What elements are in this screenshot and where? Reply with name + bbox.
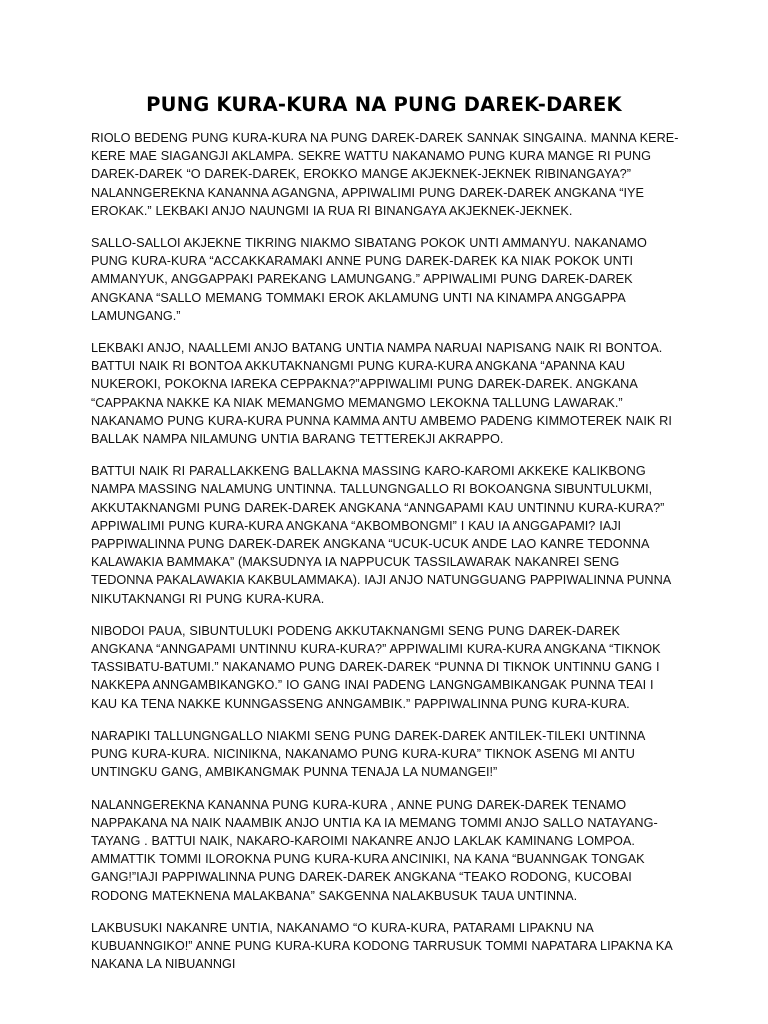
- paragraph: LEKBAKI ANJO, NAALLEMI ANJO BATANG UNTIA NAMPA NARUAI NAPISANG NAIK RI BONTOA. BATTUI NAIK RI BONTOA AKKUTAKNANGMI PUNG KURA-KURA ANGKANA “APANNA KAU NUKEROKI, POKOKNA IAREKA CEPPAKNA?”APPIWALIMI PUNG DAREK-DAREK. ANGKANA “CAPPAKNA NAKKE KA NIAK MEMANGMO MEMANGMO LEKOKNA TALLUNG LAWARAK.” NAKANAMO PUNG KURA-KURA PUNNA KAMMA ANTU AMBEMO PADENG KIMMOTEREK NAIK RI BALLAK NAMPA NILAMUNG UNTIA BARANG TETTEREKJI AKRAPPO.: [91, 341, 672, 447]
- paragraph: LAKBUSUKI NAKANRE UNTIA, NAKANAMO “O KURA-KURA, PATARAMI LIPAKNU NA KUBUANNGIKO!” ANNE PUNG KURA-KURA KODONG TARRUSUK TOMMI NAPATARA LIPAKNA KA NAKANA LA NIBUANNGI: [91, 920, 673, 972]
- paragraph: NARAPIKI TALLUNGNGALLO NIAKMI SENG PUNG DAREK-DAREK ANTILEK-TILEKI UNTINNA PUNG KURA-KURA. NICINIKNA, NAKANAMO PUNG KURA-KURA” TIKNOK ASENG MI ANTU UNTINGKU GANG, AMBIKANGMAK PUNNA TENAJA LA NUMANGEI!”: [91, 728, 645, 780]
- page-title: PUNG KURA-KURA NA PUNG DAREK-DAREK: [146, 93, 622, 116]
- paragraph: NIBODOI PAUA, SIBUNTULUKI PODENG AKKUTAKNANGMI SENG PUNG DAREK-DAREK ANGKANA “ANNGAPAMI UNTINNU KURA-KURA?” APPIWALIMI KURA-KURA ANGKANA “TIKNOK TASSIBATU-BATUMI.” NAKANAMO PUNG DAREK-DAREK “PUNNA DI TIKNOK UNTINNU GANG I NAKKEPA ANNGAMBIKANGKO.” IO GANG INAI PADENG LANGNGAMBIKANGAK PUNNA TEAI I KAU KA TENA NAKKE KUNNGASSENG ANNGAMBIK.” PAPPIWALINNA PUNG KURA-KURA.: [91, 623, 661, 711]
- paragraph: BATTUI NAIK RI PARALLAKKENG BALLAKNA MASSING KARO-KAROMI AKKEKE KALIKBONG NAMPA MASSING NALAMUNG UNTINNA. TALLUNGNGALLO RI BOKOANGNA SIBUNTULUKMI, AKKUTAKNANGMI PUNG DAREK-DAREK ANGKANA “ANNGAPAMI KAU UNTINNU KURA-KURA?” APPIWALIMI PUNG KURA-KURA ANGKANA “AKBOMBONGMI” I KAU IA ANGGAPAMI? IAJI PAPPIWALINNA PUNG DAREK-DAREK ANGKANA “UCUK-UCUK ANDE LAO KANRE TEDONNA KALAWAKIA BAMMAKA” (MAKSUDNYA IA NAPPUCUK TASSILAWARAK NAKANREI SENG TEDONNA PAKALAWAKIA KAKBULAMMAKA). IAJI ANJO NATUNGGUANG PAPPIWALINNA PUNNA NIKUTAKNANGI RI PUNG KURA-KURA.: [91, 464, 671, 606]
- story-body: [91, 129, 683, 987]
- paragraph: NALANNGEREKNA KANANNA PUNG KURA-KURA , ANNE PUNG DAREK-DAREK TENAMO NAPPAKANA NA NAIK NAAMBIK ANJO UNTIA KA IA MEMANG TOMMI ANJO SALLO NATAYANG-TAYANG . BATTUI NAIK, NAKARO-KAROIMI NAKANRE ANJO LAKLAK KAMINANG LOMPOA. AMMATTIK TOMMI ILOROKNA PUNG KURA-KURA ANCINIKI, NA KANA “BUANNGAK TONGAK GANG!”IAJI PAPPIWALINNA PUNG DAREK-DAREK ANGKANA “TEAKO RODONG, KUCOBAI RODONG MATEKNENA MALAKBANA” SAKGENNA NALAKBUSUK TAUA UNTINNA.: [91, 797, 658, 903]
- paragraph: RIOLO BEDENG PUNG KURA-KURA NA PUNG DAREK-DAREK SANNAK SINGAINA. MANNA KERE-KERE MAE SIAGANGJI AKLAMPA. SEKRE WATTU NAKANAMO PUNG KURA MANGE RI PUNG DAREK-DAREK “O DAREK-DAREK, EROKKO MANGE AKJEKNEK-JEKNEK RIBINANGAYA?” NALANNGEREKNA KANANNA AGANGNA, APPIWALIMI PUNG DAREK-DAREK ANGKANA “IYE EROKAK.” LEKBAKI ANJO NAUNGMI IA RUA RI BINANGAYA AKJEKNEK-JEKNEK.: [91, 131, 679, 218]
- paragraph: SALLO-SALLOI AKJEKNE TIKRING NIAKMO SIBATANG POKOK UNTI AMMANYU. NAKANAMO PUNG KURA-KURA “ACCAKKARAMAKI ANNE PUNG DAREK-DAREK KA NIAK POKOK UNTI AMMANYUK, ANGGAPPAKI PAREKANG LAMUNGANG.” APPIWALIMI PUNG DAREK-DAREK ANGKANA “SALLO MEMANG TOMMAKI EROK AKLAMUNG UNTI NA KINAMPA ANGGAPPA LAMUNGANG.”: [91, 236, 647, 323]
